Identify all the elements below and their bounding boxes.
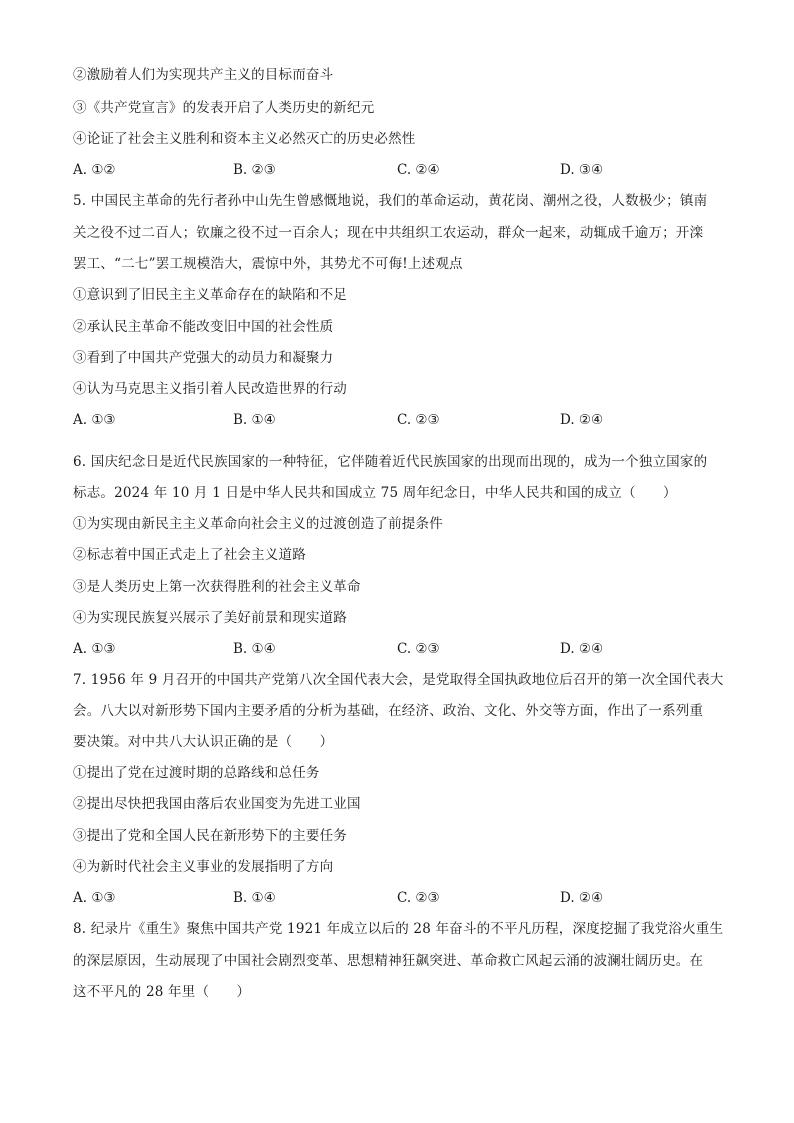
q8-stem-line-3: 这不平凡的 28 年里（ ） xyxy=(73,984,251,1000)
q5-stem-line-2: 关之役不过二百人；钦廉之役不过一百余人；现在中共组织工农运动，群众一起来，动辄成千逾万；开滦 xyxy=(73,225,704,241)
q5-stem-line-1: 5. 中国民主革命的先行者孙中山先生曾感慨地说，我们的革命运动，黄花岗、潮州之役，人数极少；镇南 xyxy=(73,193,708,209)
q4-option-c: C. ②④ xyxy=(397,162,440,178)
q5-option-a: A. ①③ xyxy=(73,412,116,428)
q6-options xyxy=(73,640,733,658)
q8-stem-line-1: 8. 纪录片《重生》聚焦中国共产党 1921 年成立以后的 28 年奋斗的不平凡历程，深度挖掘了我党浴火重生 xyxy=(73,921,724,937)
q5-statement-2: ②承认民主革命不能改变旧中国的社会性质 xyxy=(73,319,334,335)
q7-statement-1: ①提出了党在过渡时期的总路线和总任务 xyxy=(73,765,320,781)
q7-statement-3: ③提出了党和全国人民在新形势下的主要任务 xyxy=(73,828,347,844)
q6-statement-3: ③是人类历史上第一次获得胜利的社会主义革命 xyxy=(73,579,361,595)
q7-stem-line-3: 要决策。对中共八大认识正确的是（ ） xyxy=(73,734,334,750)
q7-options xyxy=(73,889,733,907)
q7-option-d: D. ②④ xyxy=(560,890,604,906)
q4-statement-2: ②激励着人们为实现共产主义的目标而奋斗 xyxy=(73,67,334,83)
q6-statement-4: ④为实现民族复兴展示了美好前景和现实道路 xyxy=(73,610,347,626)
q5-option-c: C. ②③ xyxy=(397,412,440,428)
q7-statement-2: ②提出尽快把我国由落后农业国变为先进工业国 xyxy=(73,796,361,812)
q8-stem-line-2: 的深层原因，生动展现了中国社会剧烈变革、思想精神狂飙突进、革命救亡风起云涌的波澜壮阔历史。在 xyxy=(73,953,704,969)
q7-option-c: C. ②③ xyxy=(397,890,440,906)
q4-option-a: A. ①② xyxy=(73,162,116,178)
q6-option-c: C. ②③ xyxy=(397,641,440,657)
q4-option-b: B. ②③ xyxy=(233,162,276,178)
q5-option-b: B. ①④ xyxy=(233,412,276,428)
q5-option-d: D. ②④ xyxy=(560,412,604,428)
q5-statement-4: ④认为马克思主义指引着人民改造世界的行动 xyxy=(73,381,347,397)
q4-options xyxy=(73,161,733,179)
q6-statement-2: ②标志着中国正式走上了社会主义道路 xyxy=(73,547,306,563)
q5-options xyxy=(73,411,733,429)
q5-stem-line-3: 罢工、“二七”罢工规模浩大，震惊中外，其势尤不可侮!上述观点 xyxy=(73,256,463,272)
q4-statement-4: ④论证了社会主义胜利和资本主义必然灭亡的历史必然性 xyxy=(73,131,416,147)
q4-statement-3: ③《共产党宣言》的发表开启了人类历史的新纪元 xyxy=(73,100,375,116)
q7-statement-4: ④为新时代社会主义事业的发展指明了方向 xyxy=(73,859,334,875)
q6-option-d: D. ②④ xyxy=(560,641,604,657)
q6-option-b: B. ①④ xyxy=(233,641,276,657)
q6-statement-1: ①为实现由新民主主义革命向社会主义的过渡创造了前提条件 xyxy=(73,516,443,532)
q5-statement-3: ③看到了中国共产党强大的动员力和凝聚力 xyxy=(73,350,334,366)
q6-stem-line-2: 标志。2024 年 10 月 1 日是中华人民共和国成立 75 周年纪念日，中华人民共和国的成立（ ） xyxy=(73,485,677,501)
q6-option-a: A. ①③ xyxy=(73,641,116,657)
q7-stem-line-2: 会。八大以对新形势下国内主要矛盾的分析为基础，在经济、政治、文化、外交等方面，作出了一系列重 xyxy=(73,703,704,719)
q7-option-b: B. ①④ xyxy=(233,890,276,906)
q7-stem-line-1: 7. 1956 年 9 月召开的中国共产党第八次全国代表大会，是党取得全国执政地位后召开的第一次全国代表大 xyxy=(73,672,724,688)
q6-stem-line-1: 6. 国庆纪念日是近代民族国家的一种特征，它伴随着近代民族国家的出现而出现的，成为一个独立国家的 xyxy=(73,454,708,470)
q4-option-d: D. ③④ xyxy=(560,162,604,178)
q7-option-a: A. ①③ xyxy=(73,890,116,906)
q5-statement-1: ①意识到了旧民主主义革命存在的缺陷和不足 xyxy=(73,287,347,303)
